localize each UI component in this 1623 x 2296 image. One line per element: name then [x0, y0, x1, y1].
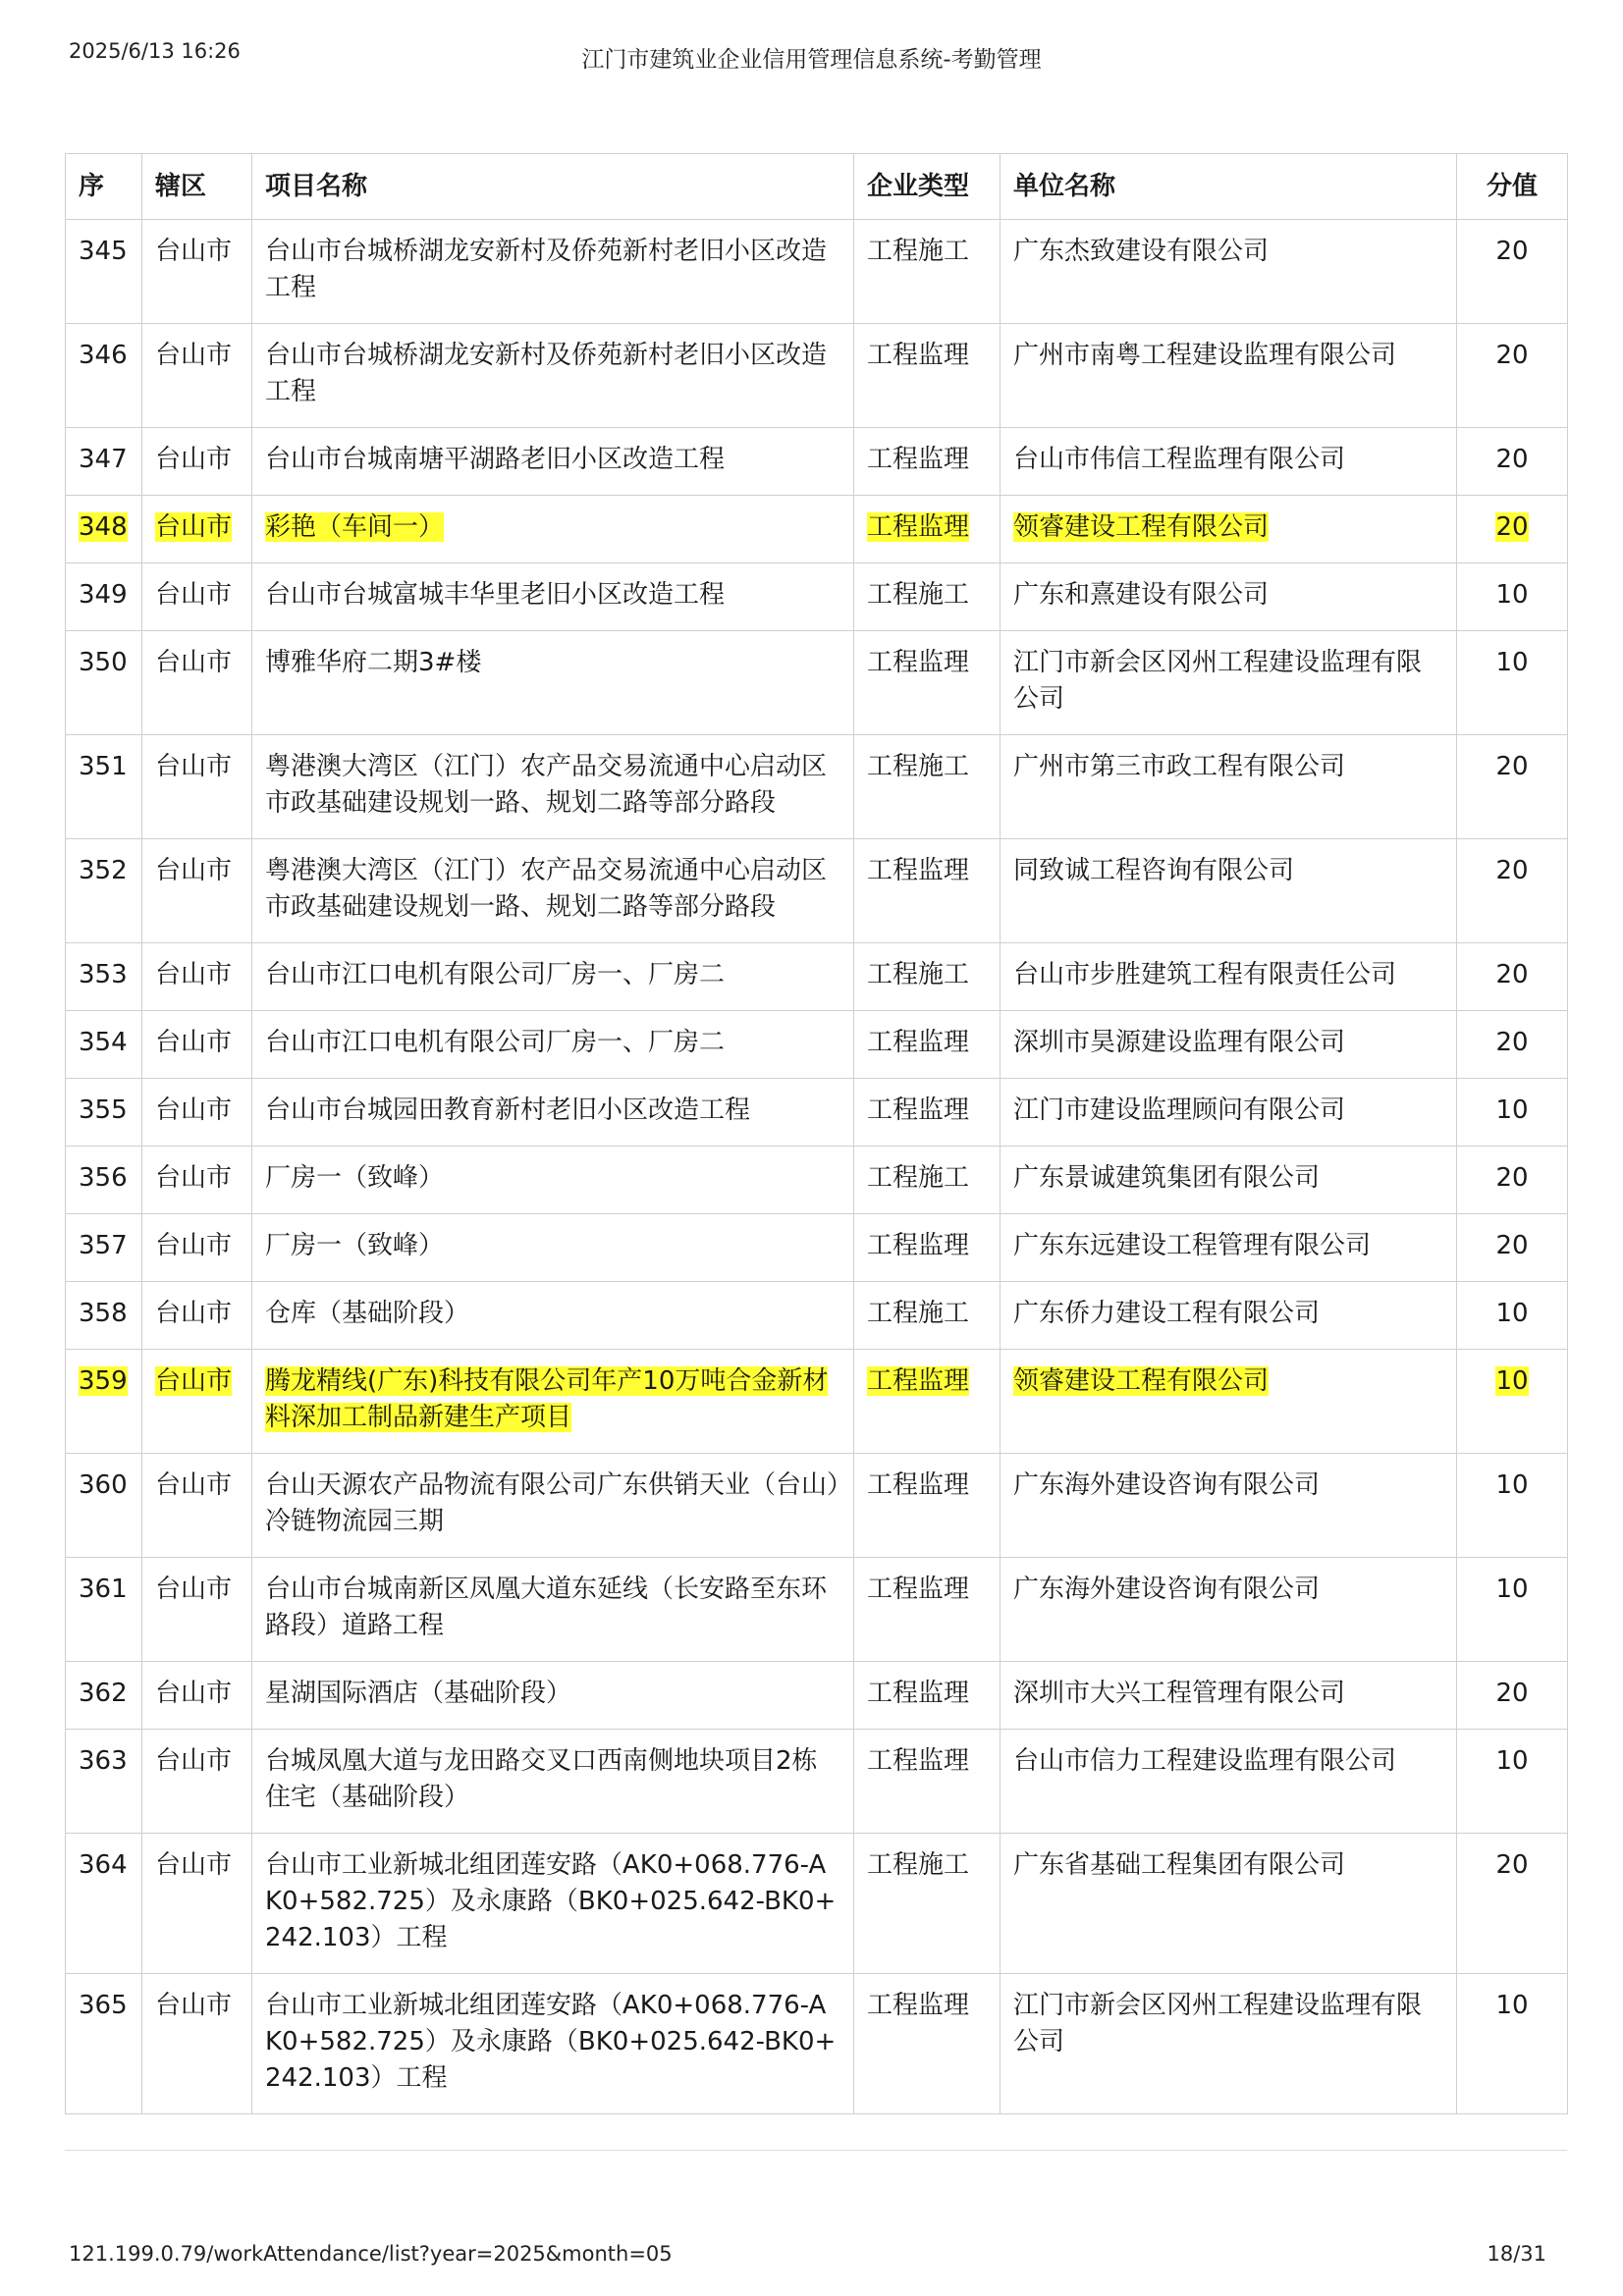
page-number: 18/31 — [1487, 2242, 1546, 2266]
cell-score: 20 — [1457, 1834, 1568, 1974]
highlighted-text: 腾龙精线(广东)科技有限公司年产10万吨合金新材料深加工制品新建生产项目 — [265, 1366, 829, 1432]
cell-score — [1457, 1350, 1568, 1454]
cell-unit-name: 广东东远建设工程管理有限公司 — [1001, 1214, 1457, 1282]
cell-district: 台山市 — [142, 220, 252, 324]
highlighted-text: 348 — [79, 512, 128, 542]
cell-score: 10 — [1457, 563, 1568, 631]
attendance-table-wrapper — [65, 153, 1567, 2114]
cell-unit-name: 深圳市大兴工程管理有限公司 — [1001, 1662, 1457, 1730]
cell-seq: 357 — [66, 1214, 142, 1282]
table-row — [66, 1662, 1568, 1730]
cell-seq — [66, 496, 142, 563]
cell-project-name: 粤港澳大湾区（江门）农产品交易流通中心启动区市政基础建设规划一路、规划二路等部分路段 — [252, 735, 854, 839]
table-body — [66, 220, 1568, 2114]
table-header-row — [66, 154, 1568, 220]
print-datetime: 2025/6/13 16:26 — [69, 39, 241, 63]
cell-score: 20 — [1457, 324, 1568, 428]
cell-unit-name: 广东和熹建设有限公司 — [1001, 563, 1457, 631]
cell-project-name: 台山市江口电机有限公司厂房一、厂房二 — [252, 943, 854, 1011]
cell-unit-name: 广东杰致建设有限公司 — [1001, 220, 1457, 324]
print-url: 121.199.0.79/workAttendance/list?year=2025&month=05 — [69, 2242, 673, 2266]
cell-seq: 346 — [66, 324, 142, 428]
cell-project-name: 台山市台城富城丰华里老旧小区改造工程 — [252, 563, 854, 631]
cell-enterprise-type: 工程施工 — [854, 1147, 1001, 1214]
cell-enterprise-type: 工程监理 — [854, 1079, 1001, 1147]
table-row — [66, 220, 1568, 324]
highlighted-text: 台山市 — [155, 512, 233, 542]
cell-project-name: 仓库（基础阶段） — [252, 1282, 854, 1350]
cell-score: 20 — [1457, 839, 1568, 943]
column-header-project: 项目名称 — [252, 154, 854, 220]
cell-project-name — [252, 1350, 854, 1454]
cell-district: 台山市 — [142, 1011, 252, 1079]
cell-project-name: 台山市工业新城北组团莲安路（AK0+068.776-AK0+582.725）及永康路（BK0+025.642-BK0+242.103）工程 — [252, 1834, 854, 1974]
cell-project-name: 博雅华府二期3#楼 — [252, 631, 854, 735]
cell-score: 20 — [1457, 1147, 1568, 1214]
cell-district: 台山市 — [142, 1282, 252, 1350]
cell-enterprise-type: 工程监理 — [854, 428, 1001, 496]
table-row — [66, 563, 1568, 631]
highlighted-text: 台山市 — [155, 1366, 233, 1396]
column-header-type: 企业类型 — [854, 154, 1001, 220]
table-row — [66, 1730, 1568, 1834]
cell-enterprise-type: 工程监理 — [854, 631, 1001, 735]
cell-enterprise-type: 工程施工 — [854, 1834, 1001, 1974]
cell-score: 10 — [1457, 1282, 1568, 1350]
cell-seq: 356 — [66, 1147, 142, 1214]
cell-district: 台山市 — [142, 1834, 252, 1974]
cell-seq: 354 — [66, 1011, 142, 1079]
cell-seq: 351 — [66, 735, 142, 839]
cell-district: 台山市 — [142, 1147, 252, 1214]
cell-unit-name — [1001, 496, 1457, 563]
cell-enterprise-type: 工程监理 — [854, 1974, 1001, 2114]
cell-score: 10 — [1457, 1558, 1568, 1662]
cell-project-name: 台山市台城桥湖龙安新村及侨苑新村老旧小区改造工程 — [252, 324, 854, 428]
cell-seq: 361 — [66, 1558, 142, 1662]
highlighted-text: 10 — [1495, 1366, 1529, 1396]
cell-enterprise-type — [854, 1350, 1001, 1454]
cell-unit-name: 广东海外建设咨询有限公司 — [1001, 1558, 1457, 1662]
cell-unit-name: 同致诚工程咨询有限公司 — [1001, 839, 1457, 943]
cell-seq: 360 — [66, 1454, 142, 1558]
table-row — [66, 839, 1568, 943]
cell-score: 10 — [1457, 1730, 1568, 1834]
table-row — [66, 1079, 1568, 1147]
cell-unit-name — [1001, 1350, 1457, 1454]
cell-seq: 363 — [66, 1730, 142, 1834]
cell-project-name: 台山市台城南新区凤凰大道东延线（长安路至东环路段）道路工程 — [252, 1558, 854, 1662]
cell-seq: 347 — [66, 428, 142, 496]
cell-unit-name: 台山市步胜建筑工程有限责任公司 — [1001, 943, 1457, 1011]
cell-seq: 365 — [66, 1974, 142, 2114]
cell-district: 台山市 — [142, 563, 252, 631]
cell-score: 20 — [1457, 735, 1568, 839]
attendance-table — [65, 153, 1568, 2114]
cell-project-name: 台山市台城园田教育新村老旧小区改造工程 — [252, 1079, 854, 1147]
cell-seq: 358 — [66, 1282, 142, 1350]
cell-district: 台山市 — [142, 631, 252, 735]
cell-seq: 352 — [66, 839, 142, 943]
column-header-unit: 单位名称 — [1001, 154, 1457, 220]
cell-unit-name: 广东景诚建筑集团有限公司 — [1001, 1147, 1457, 1214]
cell-enterprise-type: 工程监理 — [854, 324, 1001, 428]
cell-unit-name: 广东海外建设咨询有限公司 — [1001, 1454, 1457, 1558]
table-row — [66, 631, 1568, 735]
bottom-divider — [65, 2150, 1567, 2151]
cell-district: 台山市 — [142, 839, 252, 943]
table-row — [66, 496, 1568, 563]
cell-district: 台山市 — [142, 943, 252, 1011]
cell-unit-name: 深圳市昊源建设监理有限公司 — [1001, 1011, 1457, 1079]
cell-unit-name: 广东侨力建设工程有限公司 — [1001, 1282, 1457, 1350]
cell-unit-name: 台山市伟信工程监理有限公司 — [1001, 428, 1457, 496]
column-header-seq: 序 — [66, 154, 142, 220]
cell-score: 20 — [1457, 220, 1568, 324]
cell-enterprise-type: 工程施工 — [854, 563, 1001, 631]
cell-score: 20 — [1457, 943, 1568, 1011]
cell-score: 10 — [1457, 1079, 1568, 1147]
highlighted-text: 领睿建设工程有限公司 — [1013, 1366, 1270, 1396]
cell-district: 台山市 — [142, 1558, 252, 1662]
cell-enterprise-type: 工程监理 — [854, 1730, 1001, 1834]
cell-project-name: 台山市江口电机有限公司厂房一、厂房二 — [252, 1011, 854, 1079]
highlighted-text: 工程监理 — [867, 512, 970, 542]
cell-enterprise-type: 工程监理 — [854, 1454, 1001, 1558]
highlighted-text: 工程监理 — [867, 1366, 970, 1396]
cell-enterprise-type: 工程施工 — [854, 220, 1001, 324]
cell-enterprise-type: 工程施工 — [854, 943, 1001, 1011]
cell-district: 台山市 — [142, 735, 252, 839]
cell-project-name: 厂房一（致峰） — [252, 1147, 854, 1214]
cell-seq: 350 — [66, 631, 142, 735]
cell-project-name: 厂房一（致峰） — [252, 1214, 854, 1282]
table-row — [66, 735, 1568, 839]
cell-district: 台山市 — [142, 324, 252, 428]
cell-district: 台山市 — [142, 1730, 252, 1834]
cell-district: 台山市 — [142, 1454, 252, 1558]
cell-score: 20 — [1457, 1011, 1568, 1079]
highlighted-text: 20 — [1495, 512, 1529, 542]
table-row — [66, 1974, 1568, 2114]
cell-score — [1457, 496, 1568, 563]
cell-enterprise-type: 工程监理 — [854, 1662, 1001, 1730]
cell-enterprise-type: 工程施工 — [854, 735, 1001, 839]
cell-district: 台山市 — [142, 428, 252, 496]
cell-enterprise-type: 工程监理 — [854, 1214, 1001, 1282]
cell-enterprise-type: 工程施工 — [854, 1282, 1001, 1350]
table-row — [66, 1350, 1568, 1454]
cell-unit-name: 广东省基础工程集团有限公司 — [1001, 1834, 1457, 1974]
table-row — [66, 1214, 1568, 1282]
table-row — [66, 1558, 1568, 1662]
cell-score: 20 — [1457, 1214, 1568, 1282]
cell-score: 10 — [1457, 631, 1568, 735]
cell-enterprise-type — [854, 496, 1001, 563]
cell-unit-name: 江门市新会区冈州工程建设监理有限公司 — [1001, 1974, 1457, 2114]
cell-district — [142, 1350, 252, 1454]
cell-seq: 349 — [66, 563, 142, 631]
cell-enterprise-type: 工程监理 — [854, 1011, 1001, 1079]
highlighted-text: 彩艳（车间一） — [265, 512, 445, 542]
cell-unit-name: 江门市新会区冈州工程建设监理有限公司 — [1001, 631, 1457, 735]
cell-project-name: 粤港澳大湾区（江门）农产品交易流通中心启动区市政基础建设规划一路、规划二路等部分路段 — [252, 839, 854, 943]
cell-score: 10 — [1457, 1974, 1568, 2114]
print-header — [69, 35, 1554, 75]
table-row — [66, 1454, 1568, 1558]
cell-score: 20 — [1457, 1662, 1568, 1730]
cell-score: 20 — [1457, 428, 1568, 496]
table-row — [66, 1282, 1568, 1350]
cell-project-name: 星湖国际酒店（基础阶段） — [252, 1662, 854, 1730]
column-header-district: 辖区 — [142, 154, 252, 220]
cell-enterprise-type: 工程监理 — [854, 839, 1001, 943]
highlighted-text: 359 — [79, 1366, 128, 1396]
table-row — [66, 1011, 1568, 1079]
cell-project-name: 台山市工业新城北组团莲安路（AK0+068.776-AK0+582.725）及永康路（BK0+025.642-BK0+242.103）工程 — [252, 1974, 854, 2114]
cell-district: 台山市 — [142, 1079, 252, 1147]
cell-project-name: 台城凤凰大道与龙田路交叉口西南侧地块项目2栋住宅（基础阶段） — [252, 1730, 854, 1834]
cell-project-name: 台山市台城南塘平湖路老旧小区改造工程 — [252, 428, 854, 496]
table-row — [66, 1834, 1568, 1974]
cell-unit-name: 台山市信力工程建设监理有限公司 — [1001, 1730, 1457, 1834]
cell-district — [142, 496, 252, 563]
table-row — [66, 428, 1568, 496]
cell-seq: 345 — [66, 220, 142, 324]
table-row — [66, 1147, 1568, 1214]
table-row — [66, 324, 1568, 428]
table-header — [66, 154, 1568, 220]
cell-enterprise-type: 工程监理 — [854, 1558, 1001, 1662]
cell-score: 10 — [1457, 1454, 1568, 1558]
cell-unit-name: 广州市第三市政工程有限公司 — [1001, 735, 1457, 839]
page-title: 江门市建筑业企业信用管理信息系统-考勤管理 — [581, 47, 1042, 73]
highlighted-text: 领睿建设工程有限公司 — [1013, 512, 1270, 542]
cell-seq — [66, 1350, 142, 1454]
table-row — [66, 943, 1568, 1011]
cell-unit-name: 江门市建设监理顾问有限公司 — [1001, 1079, 1457, 1147]
cell-seq: 355 — [66, 1079, 142, 1147]
cell-project-name: 台山市台城桥湖龙安新村及侨苑新村老旧小区改造工程 — [252, 220, 854, 324]
cell-seq: 362 — [66, 1662, 142, 1730]
column-header-score: 分值 — [1457, 154, 1568, 220]
cell-unit-name: 广州市南粤工程建设监理有限公司 — [1001, 324, 1457, 428]
cell-district: 台山市 — [142, 1214, 252, 1282]
cell-seq: 353 — [66, 943, 142, 1011]
cell-project-name — [252, 496, 854, 563]
cell-project-name: 台山天源农产品物流有限公司广东供销天业（台山）冷链物流园三期 — [252, 1454, 854, 1558]
cell-district: 台山市 — [142, 1662, 252, 1730]
cell-district: 台山市 — [142, 1974, 252, 2114]
cell-seq: 364 — [66, 1834, 142, 1974]
